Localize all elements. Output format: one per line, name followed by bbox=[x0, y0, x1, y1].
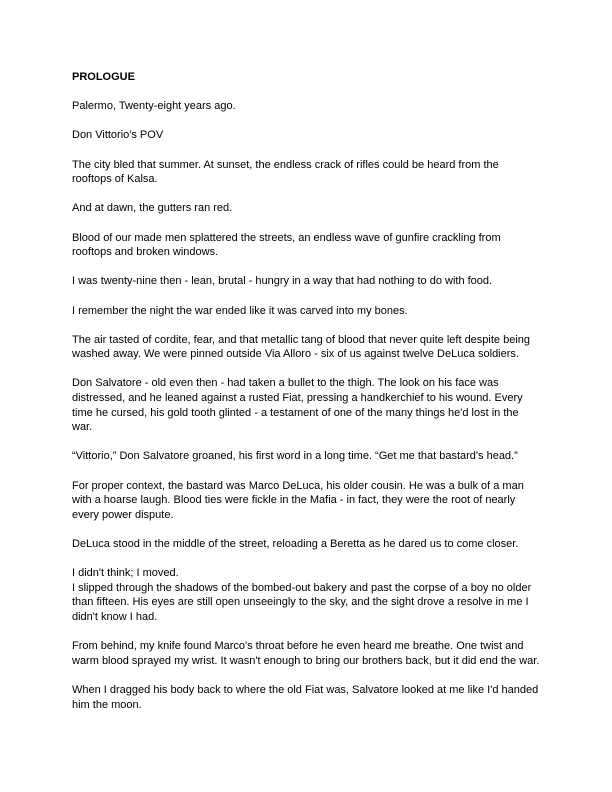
paragraph bbox=[72, 683, 552, 712]
paragraph bbox=[72, 333, 552, 362]
paragraph bbox=[72, 201, 552, 216]
paragraph bbox=[72, 158, 552, 187]
text-line: Palermo, Twenty-eight years ago. bbox=[72, 100, 236, 113]
text-line: than fifteen. His eyes are still open unseeingly to the sky, and the sight drove a resolve in me I bbox=[72, 596, 529, 609]
paragraph bbox=[72, 376, 552, 434]
text-line: distressed, and he leaned against a rusted Fiat, pressing a handkerchief to his wound. Every bbox=[72, 392, 523, 405]
text-line: Don Vittorio's POV bbox=[72, 129, 164, 142]
text-line: with a hoarse laugh. Blood ties were fickle in the Mafia - in fact, they were the root of nearly bbox=[72, 494, 516, 507]
document-body bbox=[72, 99, 552, 712]
document-page bbox=[72, 70, 552, 727]
text-line: The city bled that summer. At sunset, the endless crack of rifles could be heard from the bbox=[72, 158, 499, 171]
text-line: From behind, my knife found Marco's throat before he even heard me breathe. One twist and bbox=[72, 640, 524, 653]
paragraph bbox=[72, 479, 552, 523]
text-line: I was twenty-nine then - lean, brutal - hungry in a way that had nothing to do with food. bbox=[72, 275, 493, 288]
text-line: war. bbox=[72, 421, 93, 434]
paragraph bbox=[72, 581, 552, 625]
text-line: Blood of our made men splattered the streets, an endless wave of gunfire crackling from bbox=[72, 231, 501, 244]
text-line: didn't know I had. bbox=[72, 610, 158, 623]
paragraph bbox=[72, 128, 552, 143]
paragraph bbox=[72, 639, 552, 668]
text-line: And at dawn, the gutters ran red. bbox=[72, 202, 233, 215]
text-line: “Vittorio,” Don Salvatore groaned, his first word in a long time. “Get me that bastard's head.” bbox=[72, 450, 518, 463]
paragraph bbox=[72, 304, 552, 319]
paragraph bbox=[72, 449, 552, 464]
text-line: For proper context, the bastard was Marco DeLuca, his older cousin. He was a bulk of a man bbox=[72, 479, 524, 492]
text-line: The air tasted of cordite, fear, and that metallic tang of blood that never quite left despite being bbox=[72, 333, 531, 346]
paragraph bbox=[72, 99, 552, 114]
text-line: him the moon. bbox=[72, 698, 142, 711]
text-line: washed away. We were pinned outside Via Alloro - six of us against twelve DeLuca soldiers. bbox=[72, 348, 519, 361]
text-line: I slipped through the shadows of the bombed-out bakery and past the corpse of a boy no older bbox=[72, 581, 532, 594]
text-line: rooftops of Kalsa. bbox=[72, 173, 158, 186]
text-line: When I dragged his body back to where the old Fiat was, Salvatore looked at me like I'd handed bbox=[72, 683, 539, 696]
text-line: every power dispute. bbox=[72, 508, 174, 521]
paragraph bbox=[72, 231, 552, 260]
text-line: I didn't think; I moved. bbox=[72, 567, 179, 580]
paragraph bbox=[72, 566, 552, 581]
paragraph bbox=[72, 274, 552, 289]
text-line: time he cursed, his gold tooth glinted - a testament of one of the many things he'd lost in the bbox=[72, 406, 519, 419]
text-line: rooftops and broken windows. bbox=[72, 246, 219, 259]
chapter-title: PROLOGUE bbox=[72, 71, 135, 83]
text-line: DeLuca stood in the middle of the street, reloading a Beretta as he dared us to come closer. bbox=[72, 538, 519, 550]
text-line: warm blood sprayed my wrist. It wasn't enough to bring our brothers back, but it did end the war. bbox=[72, 654, 540, 667]
text-line: Don Salvatore - old even then - had taken a bullet to the thigh. The look on his face was bbox=[72, 377, 499, 390]
text-line: I remember the night the war ended like it was carved into my bones. bbox=[72, 304, 408, 317]
paragraph bbox=[72, 537, 552, 552]
